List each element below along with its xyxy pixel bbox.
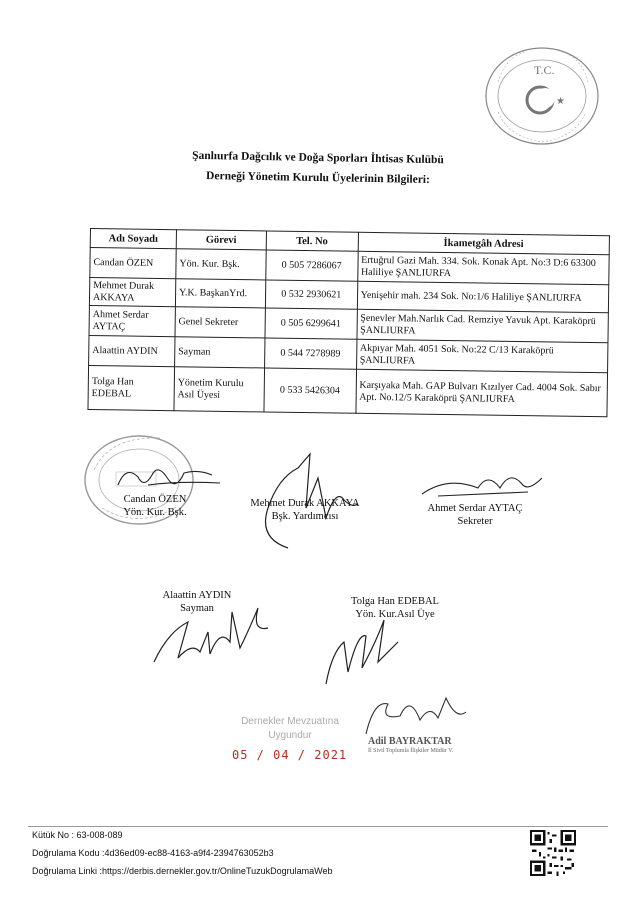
header-phone: Tel. No [266,231,358,251]
svg-text:★: ★ [556,96,565,107]
member-role: Genel Sekreter [175,307,265,338]
member-address: Şenevler Mah.Narlık Cad. Remziye Yavuk Apt. Karaköprü ŞANLIURFA [357,309,609,343]
member-phone: 0 544 7278989 [264,338,356,369]
signatory-title: Yön. Kur.Asıl Üye [355,608,435,620]
member-address: Karşıyaka Mah. GAP Bulvarı Kızılyer Cad. 4004 Sok. Sabır Apt. No.12/5 Karaköprü ŞANLIURFA [356,369,608,417]
signatory-name: Ahmet Serdar AYTAÇ [427,503,523,514]
signature-block-1 [95,494,215,519]
approval-date: 05 / 04 / 2021 [232,748,348,762]
verification-code: Doğrulama Kodu :4d36ed09-ec88-4163-a9f4-2394763052b3 [32,848,274,858]
member-address: Akpıyar Mah. 4051 Sok. No:22 C/13 Karaköprü ŞANLIURFA [356,339,608,373]
official-title: İl Sivil Toplumla İlişkiler Müdür V. [368,748,454,754]
signature-adil-bayraktar [360,690,470,740]
signature-ahmet-serdar-aytac [418,466,548,502]
board-members-table [87,228,609,417]
approval-stamp-line2: Uygundur [268,730,312,741]
approval-stamp-line1: Dernekler Mevzuatına [241,716,339,727]
member-role: Y.K. BaşkanYrd. [175,279,265,308]
member-role: Sayman [174,337,264,368]
member-address: Ertuğrul Gazi Mah. 334. Sok. Konak Apt. No:3 D:6 63300 Haliliye ŞANLIURFA [357,251,609,285]
signatory-title: Sekreter [457,515,493,527]
member-address: Yenişehir mah. 234 Sok. No:1/6 Haliliye ŞANLIURFA [357,281,609,313]
verification-link[interactable]: Doğrulama Linki :https://derbis.dernekler.gov.tr/OnlineTuzukDogrulamaWeb [32,866,333,876]
member-phone: 0 533 5426304 [264,368,356,413]
signatory-title: Sayman [180,602,214,614]
member-name: Ahmet Serdar AYTAÇ [89,305,175,336]
document-subtitle: Derneği Yönetim Kurulu Üyelerinin Bilgileri: [206,170,430,186]
signatory-name: Candan ÖZEN [123,494,187,505]
document-title: Şanlıurfa Dağcılık ve Doğa Sporları İhtisas Kulübü [192,149,444,167]
table-row [88,365,608,416]
signature-alaattin-aydin [148,592,288,672]
signature-tolga-han-edebal [318,612,418,692]
member-phone: 0 505 7286067 [266,250,358,281]
kutuk-no: Kütük No : 63-008-089 [32,830,123,840]
member-name: Candan ÖZEN [90,248,176,279]
member-role: Yönetim Kurulu Asıl Üyesi [174,367,264,412]
qr-code-icon [530,830,576,876]
approval-stamp [215,715,365,743]
member-name: Mehmet Durak AKKAYA [89,278,175,307]
member-name: Alaattin AYDIN [89,335,175,366]
signatory-title: Yön. Kur. Bşk. [123,506,187,518]
footer-divider [28,826,608,827]
member-name: Tolga Han EDEBAL [88,365,174,410]
signature-block-2 [230,498,380,523]
signatory-name: Mehmet Durak AKKAYA [250,498,360,509]
header-role: Görevi [176,230,266,250]
signatory-title: Bşk. Yardımcısı [271,510,339,522]
signatory-name: Tolga Han EDEBAL [351,596,439,607]
seal-text: T.C. [534,63,555,77]
member-phone: 0 505 6299641 [265,308,357,339]
member-phone: 0 532 2930621 [265,280,357,309]
member-role: Yön. Kur. Bşk. [176,249,266,280]
header-address: İkametgâh Adresi [358,232,610,255]
signature-block-3 [405,503,545,528]
signatory-name: Alaattin AYDIN [162,590,232,601]
official-round-seal [478,42,606,150]
official-name: Adil BAYRAKTAR [368,736,452,747]
header-name: Adı Soyadı [90,229,176,249]
